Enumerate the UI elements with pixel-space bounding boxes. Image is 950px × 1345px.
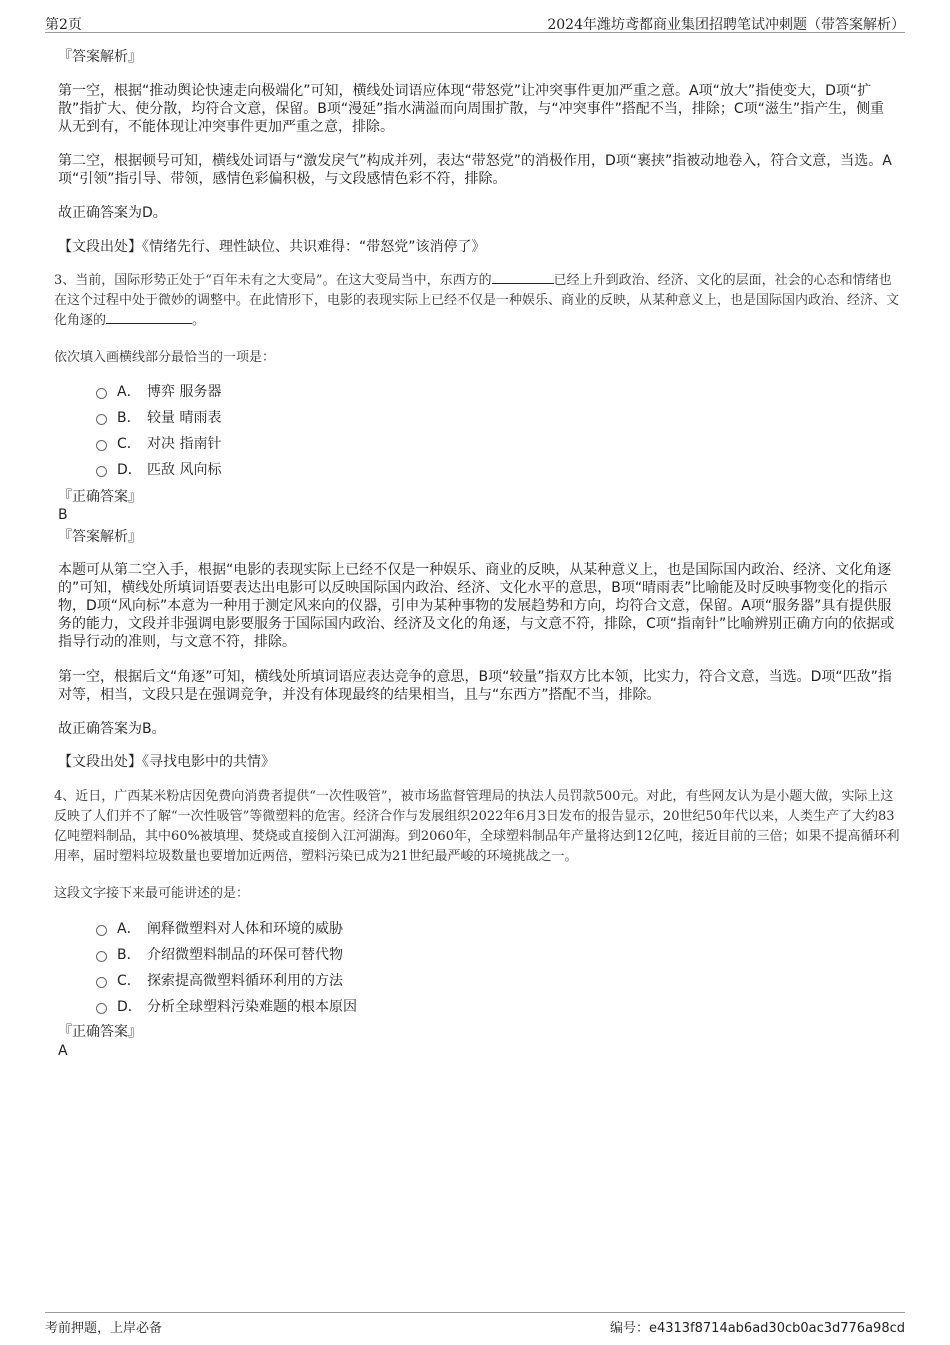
- q2-source: [58, 238, 898, 256]
- footer-slogan: 考前押题，上岸必备: [45, 1321, 163, 1336]
- option-key: B．: [117, 410, 141, 426]
- option-text: 较量 晴雨表: [147, 410, 222, 426]
- radio-icon[interactable]: [96, 951, 107, 962]
- option-key: D．: [117, 999, 142, 1015]
- q4-answer: A: [58, 1043, 68, 1059]
- radio-icon[interactable]: [96, 466, 107, 477]
- q4-option-b[interactable]: [96, 944, 343, 964]
- page-number: 第2页: [45, 17, 82, 33]
- q2-analysis-para2: 第二空，根据顿号可知，横线处词语与“激发戾气”构成并列，表达“带怒党”的消极作用，D项“裹挟”指被动地卷入，符合文意，当选。A项“引领”指引导、带领，感情色彩偏积极，与文段感情色彩不符，排除。: [58, 153, 892, 187]
- analysis-label: 『答案解析』: [58, 49, 142, 65]
- option-key: D．: [117, 462, 142, 478]
- source-prefix: 【文段出处】: [58, 754, 142, 770]
- q3-option-c[interactable]: [96, 433, 221, 453]
- radio-icon[interactable]: [96, 977, 107, 988]
- q4-prompt: 这段文字接下来最可能讲述的是：: [54, 886, 250, 901]
- q3-stem: [54, 271, 902, 331]
- analysis-label: 『答案解析』: [58, 529, 142, 545]
- q3-analysis-para1: 本题可从第二空入手，根据“电影的表现实际上已经不仅是一种娱乐、商业的反映，从某种意义上，也是国际国内政治、经济、文化角逐的”可知，横线处所填词语要表达出电影可以反映国际国内政治、经济、文化水平的意思，B项“晴雨表”比喻能及时反映事物变化的指示物，D项“风向标”本意为一种用于测定风来向的仪器，引申为某种事物的发展趋势和方向，均符合文意，保留。A项“服务器”具有提供服务的能力，文段并非强调电影要服务于国际国内政治、经济及文化的角逐，与文意不符，排除，C项“指南针”比喻辨别正确方向的依据或指导行动的准则，与文意不符，排除。: [58, 562, 895, 650]
- radio-icon[interactable]: [96, 925, 107, 936]
- radio-icon[interactable]: [96, 388, 107, 399]
- option-text: 对决 指南针: [147, 436, 222, 452]
- q4-option-a[interactable]: [96, 918, 343, 938]
- option-text: 博弈 服务器: [147, 384, 222, 400]
- blank-1: [492, 271, 554, 284]
- q3-stem-c: 。: [192, 313, 206, 328]
- q3-option-d[interactable]: [96, 459, 221, 479]
- source-title: 《寻找电影中的共情》: [142, 754, 275, 770]
- page-header: [45, 12, 905, 33]
- option-text: 阐释微塑料对人体和环境的威胁: [147, 921, 343, 937]
- q4-option-c[interactable]: [96, 970, 343, 990]
- correct-answer-label: 『正确答案』: [58, 489, 142, 505]
- option-text: 分析全球塑料污染难题的根本原因: [147, 999, 357, 1015]
- q3-stem-b: 已经上升到政治、经济、文化的层面，社会的心态和情绪也在这个过程中处于微妙的调整中。在此情形下，电影的表现实际上已经不仅是一种娱乐、商业的反映，从某种意义上，也是国际国内政治、经济、文化角逐的: [54, 273, 900, 328]
- q3-option-a[interactable]: [96, 381, 221, 401]
- q2-conclusion: 故正确答案为D。: [58, 205, 167, 221]
- radio-icon[interactable]: [96, 1003, 107, 1014]
- option-text: 探索提高微塑料循环利用的方法: [147, 973, 343, 989]
- source-title: 《情绪先行、理性缺位、共识难得：“带怒党”该消停了》: [142, 239, 486, 255]
- q3-option-b[interactable]: [96, 407, 221, 427]
- q3-answer: B: [58, 507, 68, 523]
- document-title: 2024年潍坊鸢都商业集团招聘笔试冲刺题（带答案解析）: [547, 17, 905, 33]
- q3-prompt: 依次填入画横线部分最恰当的一项是：: [54, 350, 276, 365]
- document-id: 编号：e4313f8714ab6ad30cb0ac3d776a98cd: [609, 1321, 905, 1336]
- option-key: A．: [117, 921, 141, 937]
- q3-conclusion: 故正确答案为B。: [58, 721, 166, 737]
- blank-2: [106, 311, 192, 324]
- option-key: A．: [117, 384, 141, 400]
- option-text: 介绍微塑料制品的环保可替代物: [147, 947, 343, 963]
- radio-icon[interactable]: [96, 440, 107, 451]
- correct-answer-label: 『正确答案』: [58, 1024, 142, 1040]
- q4-option-d[interactable]: [96, 996, 357, 1016]
- option-key: C．: [117, 973, 141, 989]
- q4-stem: 4、近日，广西某米粉店因免费向消费者提供“一次性吸管”，被市场监督管理局的执法人员罚款500元。对此，有些网友认为是小题大做，实际上这反映了人们并不了解“一次性吸管”等微塑料的危害。经济合作与发展组织2022年6月3日发布的报告显示，20世纪50年代以来，人类生产了大约83亿吨塑料制品，其中60%被填埋、焚烧或直接倒入江河湖海。到2060年，全球塑料制品年产量将达到12亿吨，接近目前的三倍；如果不提高循环利用率，届时塑料垃圾数量也要增加近两倍，塑料污染已成为21世纪最严峻的环境挑战之一。: [54, 789, 900, 864]
- option-text: 匹敌 风向标: [147, 462, 222, 478]
- q3-analysis-para2: 第一空，根据后文“角逐”可知，横线处所填词语应表达竞争的意思，B项“较量”指双方比本领，比实力，符合文意，当选。D项“匹敌”指对等，相当，文段只是在强调竞争，并没有体现最终的结果相当，且与“东西方”搭配不当，排除。: [58, 669, 892, 703]
- radio-icon[interactable]: [96, 414, 107, 425]
- option-key: B．: [117, 947, 141, 963]
- option-key: C．: [117, 436, 141, 452]
- page-footer: [45, 1312, 905, 1337]
- q3-stem-a: 3、当前，国际形势正处于“百年未有之大变局”。在这大变局当中，东西方的: [54, 273, 492, 288]
- source-prefix: 【文段出处】: [58, 239, 142, 255]
- q2-analysis-para1: 第一空，根据“推动舆论快速走向极端化”可知，横线处词语应体现“带怒党”让冲突事件更加严重之意。A项“放大”指使变大，D项“扩散”指扩大、使分散，均符合文意，保留。B项“漫延”指水满溢而向周围扩散，与“冲突事件”搭配不当，排除；C项“滋生”指产生，侧重从无到有，不能体现让冲突事件更加严重之意，排除。: [58, 83, 885, 135]
- q3-source: [58, 753, 898, 771]
